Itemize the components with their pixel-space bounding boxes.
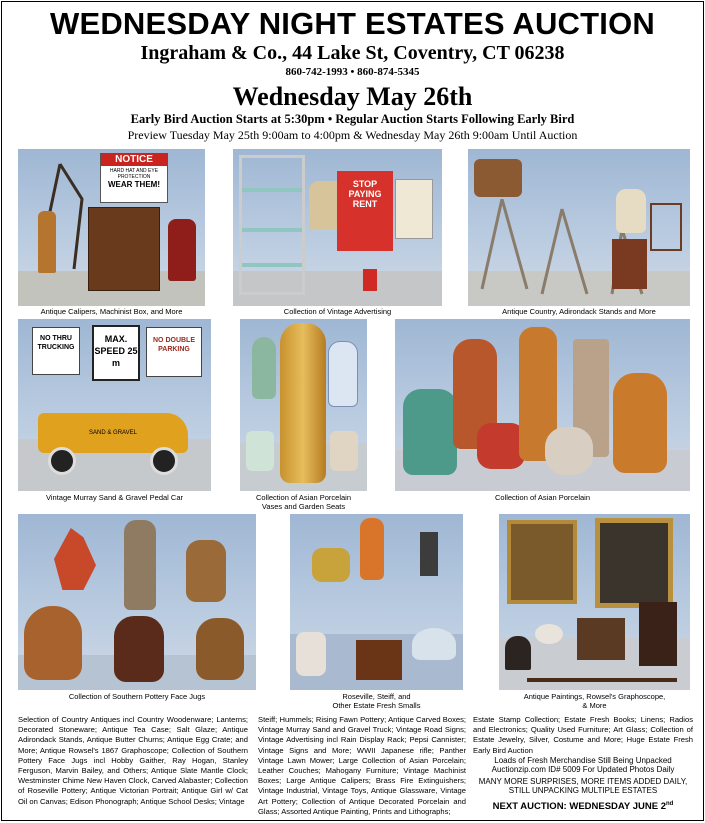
photo-vintage-advertising (233, 149, 442, 306)
bowl-icon (312, 548, 350, 582)
lantern-icon (420, 532, 438, 576)
glass-bowl-icon (412, 628, 456, 660)
description-column-2: Steiff; Hummels; Rising Fawn Pottery; Antique Carved Boxes; Vintage Murray Sand and Gravel Truck; Vintage Road Signs; Vintage Advertising incl Rain Display Rack; Pepsi Cannister; Vintage Signs and More; WWII Japanese rifle; Panther Vintage Lawn Mower; Large Collection of Asian Porcelain; Leather Couches; Mahogany Furniture; Vintage Machinist Boxes; Large Antique Calipers; Brass Fire Extinguishers; Vintage Industrial, Vintage Toys, Antique Glassware, Vintage Art Pottery; Collection of Antique Decorated Porcelain and Glass; Assorted Antique Painting, Prints and Lithographs; (258, 715, 466, 816)
carved-box-icon (356, 640, 402, 680)
red-tin (363, 269, 377, 291)
machinist-box (88, 207, 160, 291)
photo-paintings-graphoscope (499, 514, 690, 690)
description-column-3: Estate Stamp Collection; Estate Fresh Books; Linens; Radios and Electronics; Quality Used Furniture; Art Glass; Collection of Estate Jewelry, Silver, Costume and More; Huge Estate Fresh Early Bird Auction (473, 715, 693, 755)
ginger-jar-icon (403, 389, 457, 475)
photo-caption: Collection of Vintage Advertising (283, 307, 392, 316)
note-surprises: MANY MORE SURPRISES, MORE ITEMS ADDED DAILY, (478, 777, 688, 786)
auction-flyer (1, 1, 704, 821)
note-unpacking: STILL UNPACKING MULTIPLE ESTATES (508, 786, 658, 795)
mantle-clock-icon (639, 602, 677, 666)
preview-times: Preview Tuesday May 25th 9:00am to 4:00pm & Wednesday May 26th 9:00am Until Auction (127, 128, 578, 142)
max-speed-sign: MAX. SPEED 25 m (92, 325, 140, 381)
wheel-icon (150, 447, 178, 475)
vase-icon (360, 518, 384, 580)
garden-seat-icon (330, 431, 358, 471)
wheel-icon (48, 447, 76, 475)
advertising-canister (395, 179, 433, 239)
company-address: Ingraham & Co., 44 Lake St, Coventry, CT 06238 (140, 42, 565, 64)
photo-caption: Roseville, Steiff, and Other Estate Fresh Smalls (332, 692, 421, 710)
phone-numbers: 860-742-1993 • 860-874-5345 (285, 66, 420, 78)
photo-calipers-machinist-box (18, 149, 205, 306)
photo-asian-vases-garden-seats (240, 319, 367, 491)
next-auction: NEXT AUCTION: WEDNESDAY JUNE 2nd (492, 801, 674, 813)
large-gold-vase (280, 323, 326, 483)
graphoscope-icon (577, 618, 625, 660)
description-column-1: Selection of Country Antiques incl Country Woodenware; Lanterns; Decorated Stoneware; Antique Tea Case; Salt Glaze; Antique Adirondack Stands, Antique Butter Churns; Antique Egg Crate; and More; Antique Rowsel's 1867 Graphoscope; Collection of Southern Pottery Face Jugs incl Hobby Gaither, Ray Hogan, Stanley Ferguson, Marvin Bailey, and Others; Antique Slate Mantle Clock; Westminster Chime New Haven Clock, Carved Alabaster; Collection of Roseville Pottery; Antique Victorian Portrait; Antique Girl w/ Cat Oil on Canvas; Edison Phonograph; Antique School Desks; Vintage (18, 715, 248, 806)
photo-caption: Collection of Asian Porcelain (494, 493, 591, 502)
rifle-icon (527, 678, 677, 682)
auction-times: Early Bird Auction Starts at 5:30pm • Regular Auction Starts Following Early Bird (130, 112, 575, 126)
photo-caption: Collection of Southern Pottery Face Jugs (68, 692, 206, 701)
gas-can-icon (168, 219, 196, 281)
garden-seat-icon (246, 431, 274, 471)
fire-extinguisher-icon (38, 211, 56, 273)
rooster-icon (54, 528, 96, 590)
face-jug-icon (196, 618, 244, 680)
photo-pedal-car (18, 319, 211, 491)
face-jug-icon (186, 540, 226, 602)
photo-asian-porcelain (395, 319, 690, 491)
basket-icon (474, 159, 522, 197)
flyer-title: WEDNESDAY NIGHT ESTATES AUCTION (49, 6, 655, 41)
small-chair (650, 203, 682, 251)
devil-jug-icon (114, 616, 164, 682)
photo-caption: Antique Calipers, Machinist Box, and More (40, 307, 183, 316)
photo-roseville-steiff (290, 514, 463, 690)
photo-caption: Antique Paintings, Rowsel's Graphoscope, & More (523, 692, 666, 710)
portrait-painting (595, 518, 673, 608)
blue-white-vase (328, 341, 358, 407)
painting-girl-cat (507, 520, 577, 604)
no-thru-trucking-sign: NO THRU TRUCKING (32, 327, 80, 375)
pitcher-icon (296, 632, 326, 676)
photo-caption: Collection of Asian Porcelain Vases and Garden Seats (255, 493, 352, 511)
stop-paying-rent-sign: STOP PAYING RENT (337, 171, 393, 251)
clock-icon (505, 636, 531, 670)
stoneware-crock-icon (616, 189, 646, 233)
compote-icon (535, 624, 563, 644)
vase-icon (613, 373, 667, 473)
notice-sign: NOTICE HARD HAT AND EYE PROTECTION WEAR THEM! (100, 153, 168, 203)
note-loads: Loads of Fresh Merchandise Still Being Unpacked (494, 756, 672, 765)
photo-adirondack-stands (468, 149, 690, 306)
vase-icon (252, 337, 276, 399)
photo-caption: Antique Country, Adirondack Stands and More (502, 307, 656, 316)
teapot-icon (545, 427, 593, 475)
face-jug-icon (24, 606, 82, 680)
no-double-parking-sign: NO DOUBLE PARKING (146, 327, 202, 377)
photo-caption: Vintage Murray Sand & Gravel Pedal Car (45, 493, 183, 502)
photo-face-jugs (18, 514, 256, 690)
face-jug-icon (124, 520, 156, 610)
covered-bowl-icon (477, 423, 525, 469)
auction-date: Wednesday May 26th (232, 82, 473, 111)
pedal-car-body: SAND & GRAVEL (38, 413, 188, 453)
metal-shelf (239, 155, 305, 295)
note-auctionzip: Auctionzip.com ID# 5009 For Updated Photos Daily (491, 765, 675, 774)
